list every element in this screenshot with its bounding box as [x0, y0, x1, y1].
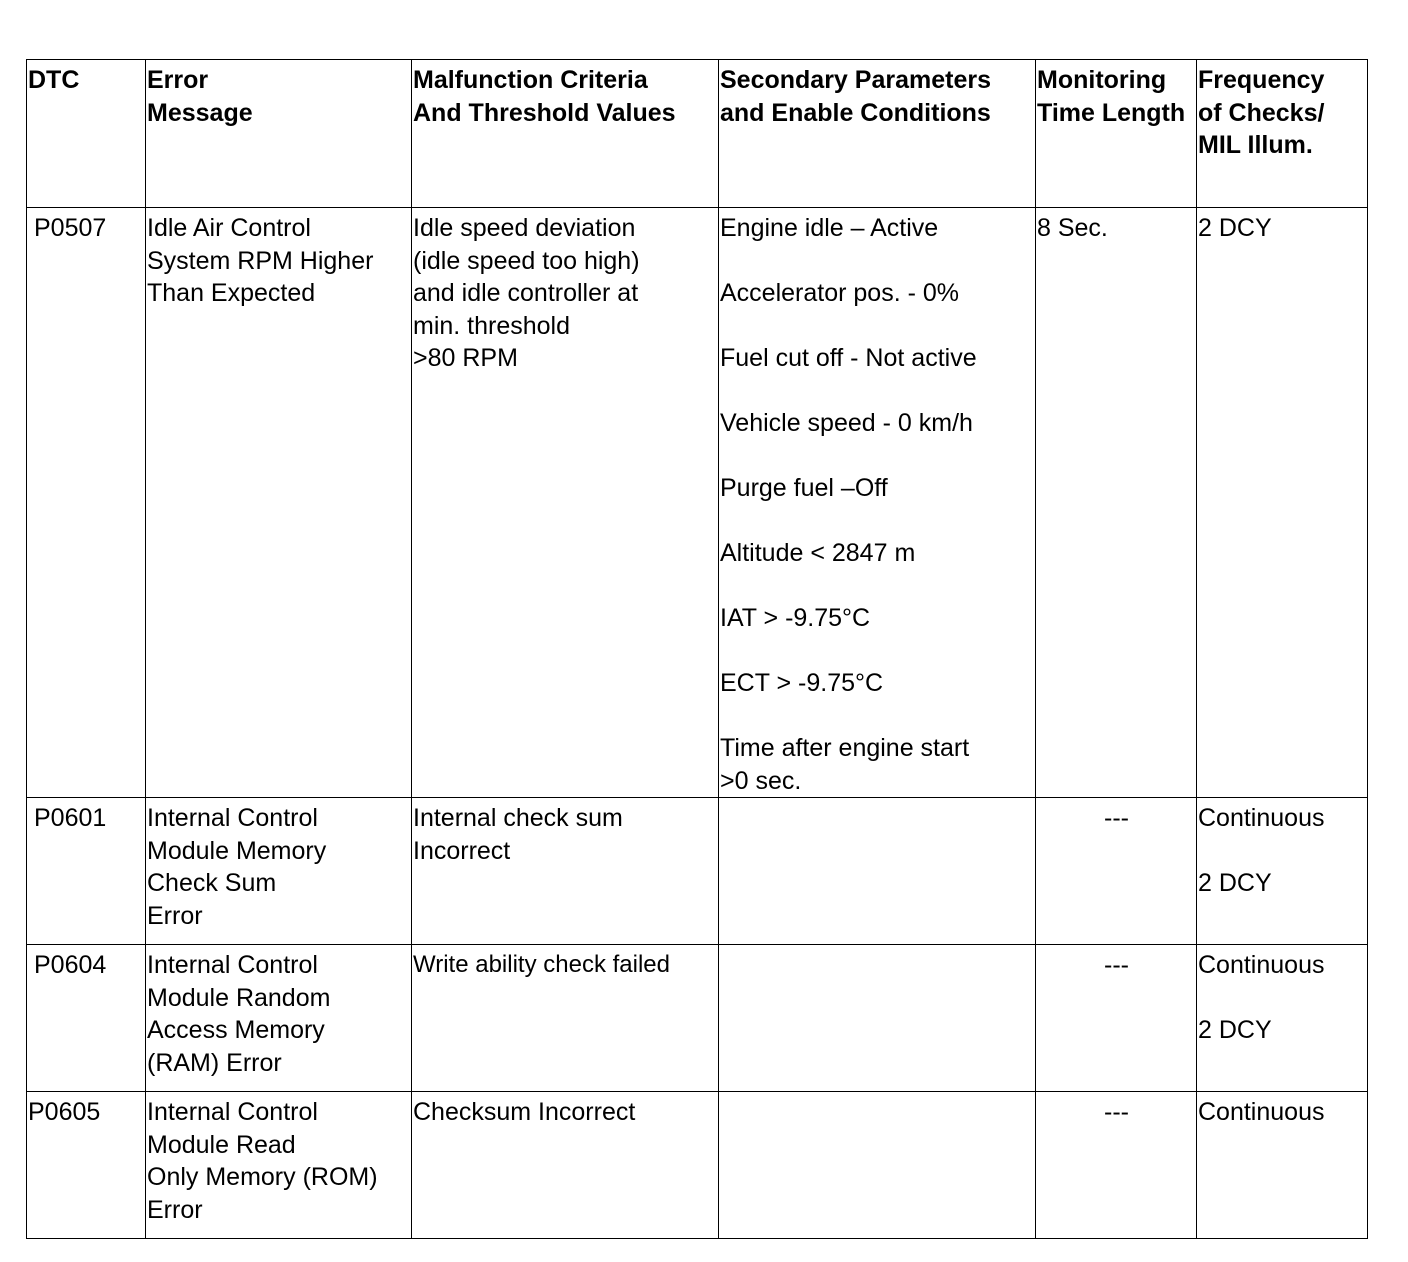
frequency-cell [1197, 208, 1368, 798]
error-message-cell [146, 945, 412, 1092]
malfunction-criteria-cell [412, 798, 719, 945]
header-row [27, 60, 1368, 208]
dtc-table [26, 59, 1368, 1239]
table-row [27, 1092, 1368, 1239]
table-row [27, 798, 1368, 945]
dtc-code-text: P0605 [28, 1098, 101, 1126]
frequency-line: 2 DCY [1198, 869, 1272, 897]
header-malfunction-line: And Threshold Values [413, 98, 676, 127]
malfunction-line: Idle speed deviation [413, 214, 636, 242]
error-message-line: Internal Control [147, 1098, 318, 1126]
monitoring-time-text: 8 Sec. [1037, 214, 1108, 242]
error-message-line: Error [147, 901, 203, 930]
dtc-code-text: P0507 [34, 214, 107, 242]
header-monitoring-line: Monitoring [1037, 66, 1167, 94]
monitoring-time-cell [1036, 208, 1197, 798]
error-message-line: Internal Control [147, 804, 318, 832]
dtc-code [27, 1092, 146, 1239]
header-error-line: Error [147, 66, 209, 94]
secondary-parameter-line: Fuel cut off - Not active [720, 344, 977, 372]
frequency-line: Continuous [1198, 804, 1325, 832]
malfunction-line: (idle speed too high) [413, 246, 640, 275]
monitoring-time-text: --- [1104, 951, 1129, 979]
error-message-line: Internal Control [147, 951, 318, 979]
secondary-parameter-line: Accelerator pos. - 0% [720, 279, 959, 307]
error-message-line: Module Random [147, 983, 331, 1012]
error-message-cell [146, 1092, 412, 1239]
secondary-parameters-cell [719, 1092, 1036, 1239]
malfunction-criteria-cell [412, 208, 719, 798]
frequency-line: Continuous [1198, 1098, 1325, 1126]
frequency-line: 2 DCY [1198, 214, 1272, 242]
secondary-parameter-line: ECT > -9.75°C [720, 669, 884, 697]
error-message-line: Only Memory (ROM) [147, 1163, 378, 1191]
malfunction-line: Checksum Incorrect [413, 1098, 636, 1126]
secondary-parameter-line: >0 sec. [720, 766, 802, 795]
frequency-cell [1197, 945, 1368, 1092]
error-message-line: Check Sum [147, 869, 277, 897]
secondary-parameter-line: Engine idle – Active [720, 214, 939, 242]
frequency-cell [1197, 798, 1368, 945]
malfunction-line: Incorrect [413, 836, 511, 865]
error-message-line: System RPM Higher [147, 246, 374, 275]
monitoring-time-text: --- [1104, 804, 1129, 832]
dtc-code [27, 945, 146, 1092]
header-error-message [146, 60, 412, 208]
error-message-line: (RAM) Error [147, 1048, 282, 1077]
error-message-line: Access Memory [147, 1016, 325, 1044]
header-frequency-line: MIL Illum. [1198, 131, 1313, 159]
header-error-line: Message [147, 98, 253, 127]
table-row [27, 208, 1368, 798]
monitoring-time-text: --- [1104, 1098, 1129, 1126]
header-frequency-line: of Checks/ [1198, 98, 1325, 127]
secondary-parameter-line: Vehicle speed - 0 km/h [720, 409, 973, 437]
header-frequency-line: Frequency [1198, 66, 1325, 94]
malfunction-line: min. threshold [413, 311, 571, 340]
header-malfunction-criteria [412, 60, 719, 208]
monitoring-time-cell [1036, 945, 1197, 1092]
dtc-code-text: P0601 [34, 804, 107, 832]
error-message-cell [146, 208, 412, 798]
error-message-cell [146, 798, 412, 945]
error-message-line: Error [147, 1195, 203, 1224]
secondary-parameter-line: Purge fuel –Off [720, 474, 888, 502]
secondary-parameters-cell [719, 798, 1036, 945]
dtc-code [27, 208, 146, 798]
header-dtc [27, 60, 146, 208]
secondary-parameters-cell [719, 945, 1036, 1092]
error-message-line: Idle Air Control [147, 214, 311, 242]
header-monitoring-time [1036, 60, 1197, 208]
malfunction-line: Write ability check failed [413, 951, 670, 978]
header-frequency [1197, 60, 1368, 208]
secondary-parameters-cell [719, 208, 1036, 798]
header-secondary-line: Secondary Parameters [720, 66, 991, 94]
header-secondary-parameters [719, 60, 1036, 208]
header-secondary-line: and Enable Conditions [720, 98, 991, 127]
dtc-code [27, 798, 146, 945]
frequency-cell [1197, 1092, 1368, 1239]
malfunction-criteria-cell [412, 1092, 719, 1239]
header-monitoring-line: Time Length [1037, 98, 1186, 127]
header-dtc-line: DTC [28, 66, 80, 94]
frequency-line: 2 DCY [1198, 1016, 1272, 1044]
error-message-line: Module Read [147, 1130, 296, 1159]
error-message-line: Than Expected [147, 279, 316, 307]
dtc-code-text: P0604 [34, 951, 107, 979]
malfunction-criteria-cell [412, 945, 719, 1092]
malfunction-line: >80 RPM [413, 344, 518, 372]
error-message-line: Module Memory [147, 836, 327, 865]
secondary-parameter-line: Altitude < 2847 m [720, 539, 916, 567]
monitoring-time-cell [1036, 798, 1197, 945]
malfunction-line: and idle controller at [413, 279, 639, 307]
secondary-parameter-line: IAT > -9.75°C [720, 604, 871, 632]
malfunction-line: Internal check sum [413, 804, 623, 832]
frequency-line: Continuous [1198, 951, 1325, 979]
header-malfunction-line: Malfunction Criteria [413, 66, 648, 94]
table-row [27, 945, 1368, 1092]
monitoring-time-cell [1036, 1092, 1197, 1239]
secondary-parameter-line: Time after engine start [720, 734, 970, 762]
